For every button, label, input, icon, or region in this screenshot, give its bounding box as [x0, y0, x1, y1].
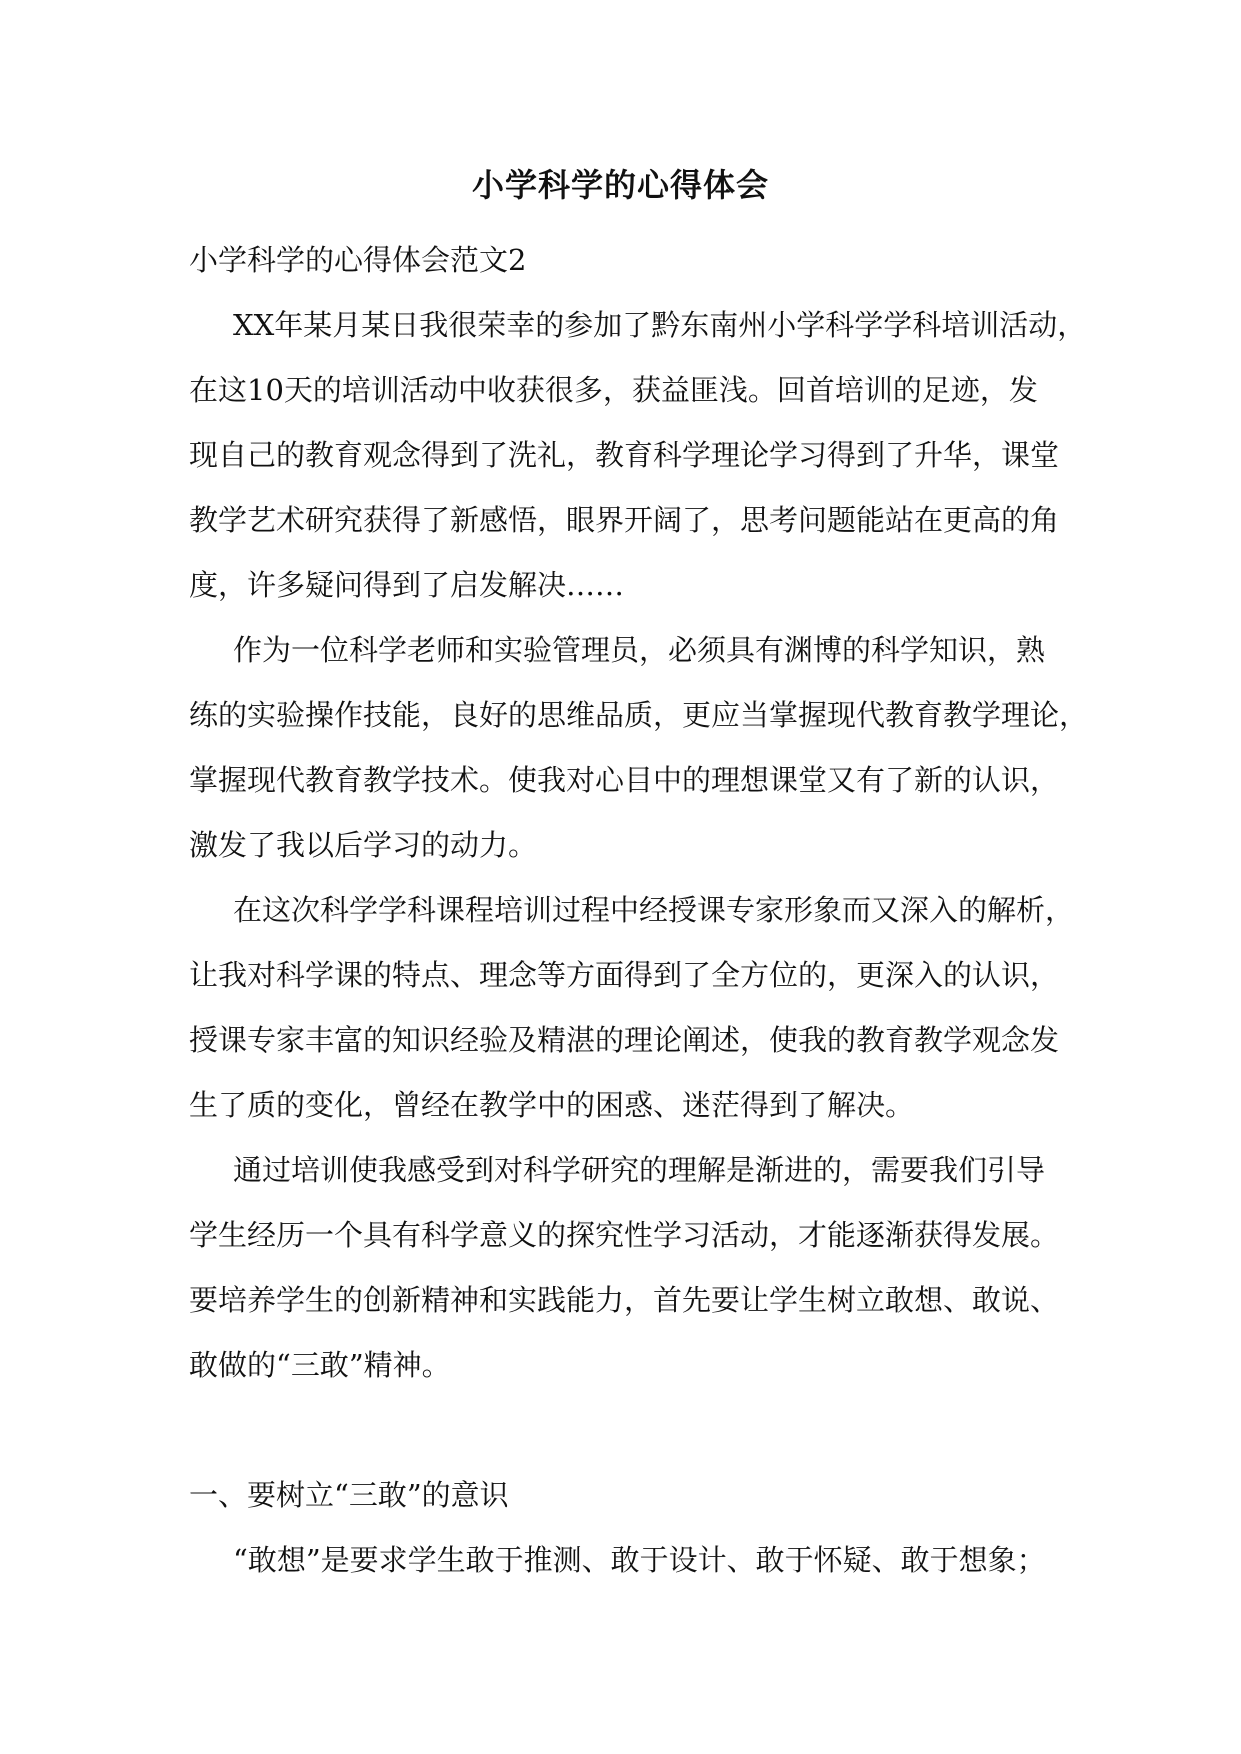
paragraph-line: 练的实验操作技能，良好的思维品质，更应当掌握现代教育教学理论， [189, 698, 1089, 732]
document-title: 小学科学的心得体会 [471, 166, 769, 204]
paragraph-line: 敢做的“三敢”精神。 [189, 1348, 451, 1382]
paragraph-line: 在这10天的培训活动中收获很多，获益匪浅。回首培训的足迹，发 [189, 373, 1038, 407]
paragraph-2 [189, 618, 1089, 878]
paragraph-line: 掌握现代教育教学技术。使我对心目中的理想课堂又有了新的认识， [189, 763, 1060, 797]
paragraph-line: 在这次科学学科课程培训过程中经授课专家形象而又深入的解析， [233, 893, 1075, 927]
paragraph-line: 通过培训使我感受到对科学研究的理解是渐进的，需要我们引导 [233, 1153, 1046, 1187]
paragraph-line: 度，许多疑问得到了启发解决…… [189, 568, 625, 602]
paragraph-line: 要培养学生的创新精神和实践能力，首先要让学生树立敢想、敢说、 [189, 1283, 1060, 1317]
paragraph-line: 生了质的变化，曾经在教学中的困惑、迷茫得到了解决。 [189, 1088, 915, 1122]
paragraph-line: 激发了我以后学习的动力。 [189, 828, 538, 862]
section-heading: 一、要树立“三敢”的意识 [189, 1478, 509, 1512]
paragraph-line: 学生经历一个具有科学意义的探究性学习活动，才能逐渐获得发展。 [189, 1218, 1060, 1252]
paragraph-1 [189, 293, 1087, 618]
paragraph-line: 作为一位科学老师和实验管理员，必须具有渊博的科学知识，熟 [233, 633, 1046, 667]
paragraph-line: XX年某月某日我很荣幸的参加了黔东南州小学科学学科培训活动， [233, 308, 1087, 342]
blank-line [189, 1398, 1057, 1463]
subtitle: 小学科学的心得体会范文2 [189, 243, 527, 277]
paragraph-3 [189, 878, 1075, 1138]
paragraph-line: 让我对科学课的特点、理念等方面得到了全方位的，更深入的认识， [189, 958, 1060, 992]
paragraph-line: 现自己的教育观念得到了洗礼，教育科学理论学习得到了升华，课堂 [189, 438, 1060, 472]
paragraph-line: “敢想”是要求学生敢于推测、敢于设计、敢于怀疑、敢于想象； [233, 1543, 1046, 1577]
document-body [189, 228, 1089, 1593]
paragraph-line: 教学艺术研究获得了新感悟，眼界开阔了，思考问题能站在更高的角 [189, 503, 1060, 537]
paragraph-line: 授课专家丰富的知识经验及精湛的理论阐述，使我的教育教学观念发 [189, 1023, 1060, 1057]
paragraph-4 [189, 1138, 1060, 1398]
